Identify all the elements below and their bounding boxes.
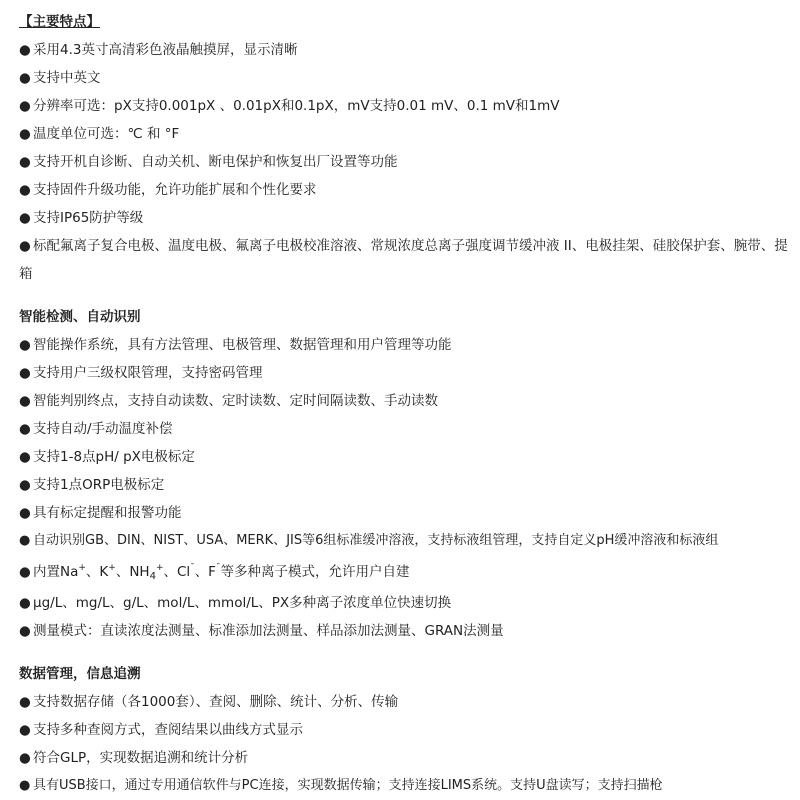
feature-item: ● 具有USB接口，通过专用通信软件与PC连接，实现数据传输；支持连接LIMS系统。支持U盘读写；支持扫描枪 bbox=[19, 772, 800, 800]
feature-item: ● μg/L、mg/L、g/L、mol/L、mmol/L、PX多种离子浓度单位快速切换 bbox=[19, 589, 800, 617]
bullet-icon: ● bbox=[19, 778, 31, 793]
bullet-icon: ● bbox=[19, 564, 31, 580]
feature-item: ● 分辨率可选：pX支持0.001pX 、0.01pX和0.1pX，mV支持0.01 mV、0.1 mV和1mV bbox=[19, 92, 800, 120]
bullet-icon: ● bbox=[19, 98, 31, 114]
feature-item: ● 支持数据存储（各1000套）、查阅、删除、统计、分析、传输 bbox=[19, 688, 800, 716]
feature-item: ● 支持用户三级权限管理，支持密码管理 bbox=[19, 359, 800, 387]
feature-item: ● 支持1-8点pH/ pX电极标定 bbox=[19, 443, 800, 471]
bullet-icon: ● bbox=[19, 70, 31, 86]
bullet-icon: ● bbox=[19, 210, 31, 226]
ion-modes-item: ● 内置Na+、K+、$NH_4^+$、$Cl^ˉ$、$F^ˉ$等多种离子模式，允许用户自建 bbox=[19, 555, 800, 589]
bullet-icon: ● bbox=[19, 393, 31, 409]
bullet-icon: ● bbox=[19, 477, 31, 493]
bullet-icon: ● bbox=[19, 337, 31, 353]
bullet-icon: ● bbox=[19, 750, 31, 766]
feature-item: ● 智能操作系统，具有方法管理、电极管理、数据管理和用户管理等功能 bbox=[19, 331, 800, 359]
feature-item: ● 支持固件升级功能，允许功能扩展和个性化要求 bbox=[19, 176, 800, 204]
feature-item: ● 测量模式：直读浓度法测量、标准添加法测量、样品添加法测量、GRAN法测量 bbox=[19, 617, 800, 645]
bullet-icon: ● bbox=[19, 449, 31, 465]
bullet-icon: ● bbox=[19, 126, 31, 142]
feature-item: ● 智能判别终点，支持自动读数、定时读数、定时间隔读数、手动读数 bbox=[19, 387, 800, 415]
bullet-icon: ● bbox=[19, 182, 31, 198]
main-features-title: 【主要特点】 bbox=[19, 14, 100, 30]
feature-item: ● 自动识别GB、DIN、NIST、USA、MERK、JIS等6组标准缓冲溶液，支持标液组管理，支持自定义pH缓冲溶液和标液组 bbox=[19, 527, 800, 555]
feature-item: ● 支持IP65防护等级 bbox=[19, 204, 800, 232]
bullet-icon: ● bbox=[19, 623, 31, 639]
bullet-icon: ● bbox=[19, 238, 31, 254]
bullet-icon: ● bbox=[19, 694, 31, 710]
bullet-icon: ● bbox=[19, 365, 31, 381]
feature-item: ● 采用4.3英寸高清彩色液晶触摸屏，显示清晰 bbox=[19, 36, 800, 64]
section-heading-data-management: 数据管理，信息追溯 bbox=[19, 666, 141, 682]
feature-item: ● 支持中英文 bbox=[19, 64, 800, 92]
feature-item: ● 符合GLP，实现数据追溯和统计分析 bbox=[19, 744, 800, 772]
feature-item: ● 支持1点ORP电极标定 bbox=[19, 471, 800, 499]
feature-item: ● 具有标定提醒和报警功能 bbox=[19, 499, 800, 527]
section-heading-smart-detection: 智能检测、自动识别 bbox=[19, 309, 141, 325]
feature-item: ● 支持自动/手动温度补偿 bbox=[19, 415, 800, 443]
feature-item: ● 支持多种查阅方式，查阅结果以曲线方式显示 bbox=[19, 716, 800, 744]
bullet-icon: ● bbox=[19, 595, 31, 611]
bullet-icon: ● bbox=[19, 42, 31, 58]
bullet-icon: ● bbox=[19, 421, 31, 437]
feature-item: ● 标配氟离子复合电极、温度电极、氟离子电极校准溶液、常规浓度总离子强度调节缓冲液 II、电极挂架、硅胶保护套、腕带、提箱 bbox=[19, 232, 799, 288]
feature-item: ● 支持开机自诊断、自动关机、断电保护和恢复出厂设置等功能 bbox=[19, 148, 800, 176]
bullet-icon: ● bbox=[19, 533, 31, 548]
bullet-icon: ● bbox=[19, 722, 31, 738]
bullet-icon: ● bbox=[19, 154, 31, 170]
bullet-icon: ● bbox=[19, 505, 31, 521]
feature-item: ● 温度单位可选：℃ 和 °F bbox=[19, 120, 800, 148]
